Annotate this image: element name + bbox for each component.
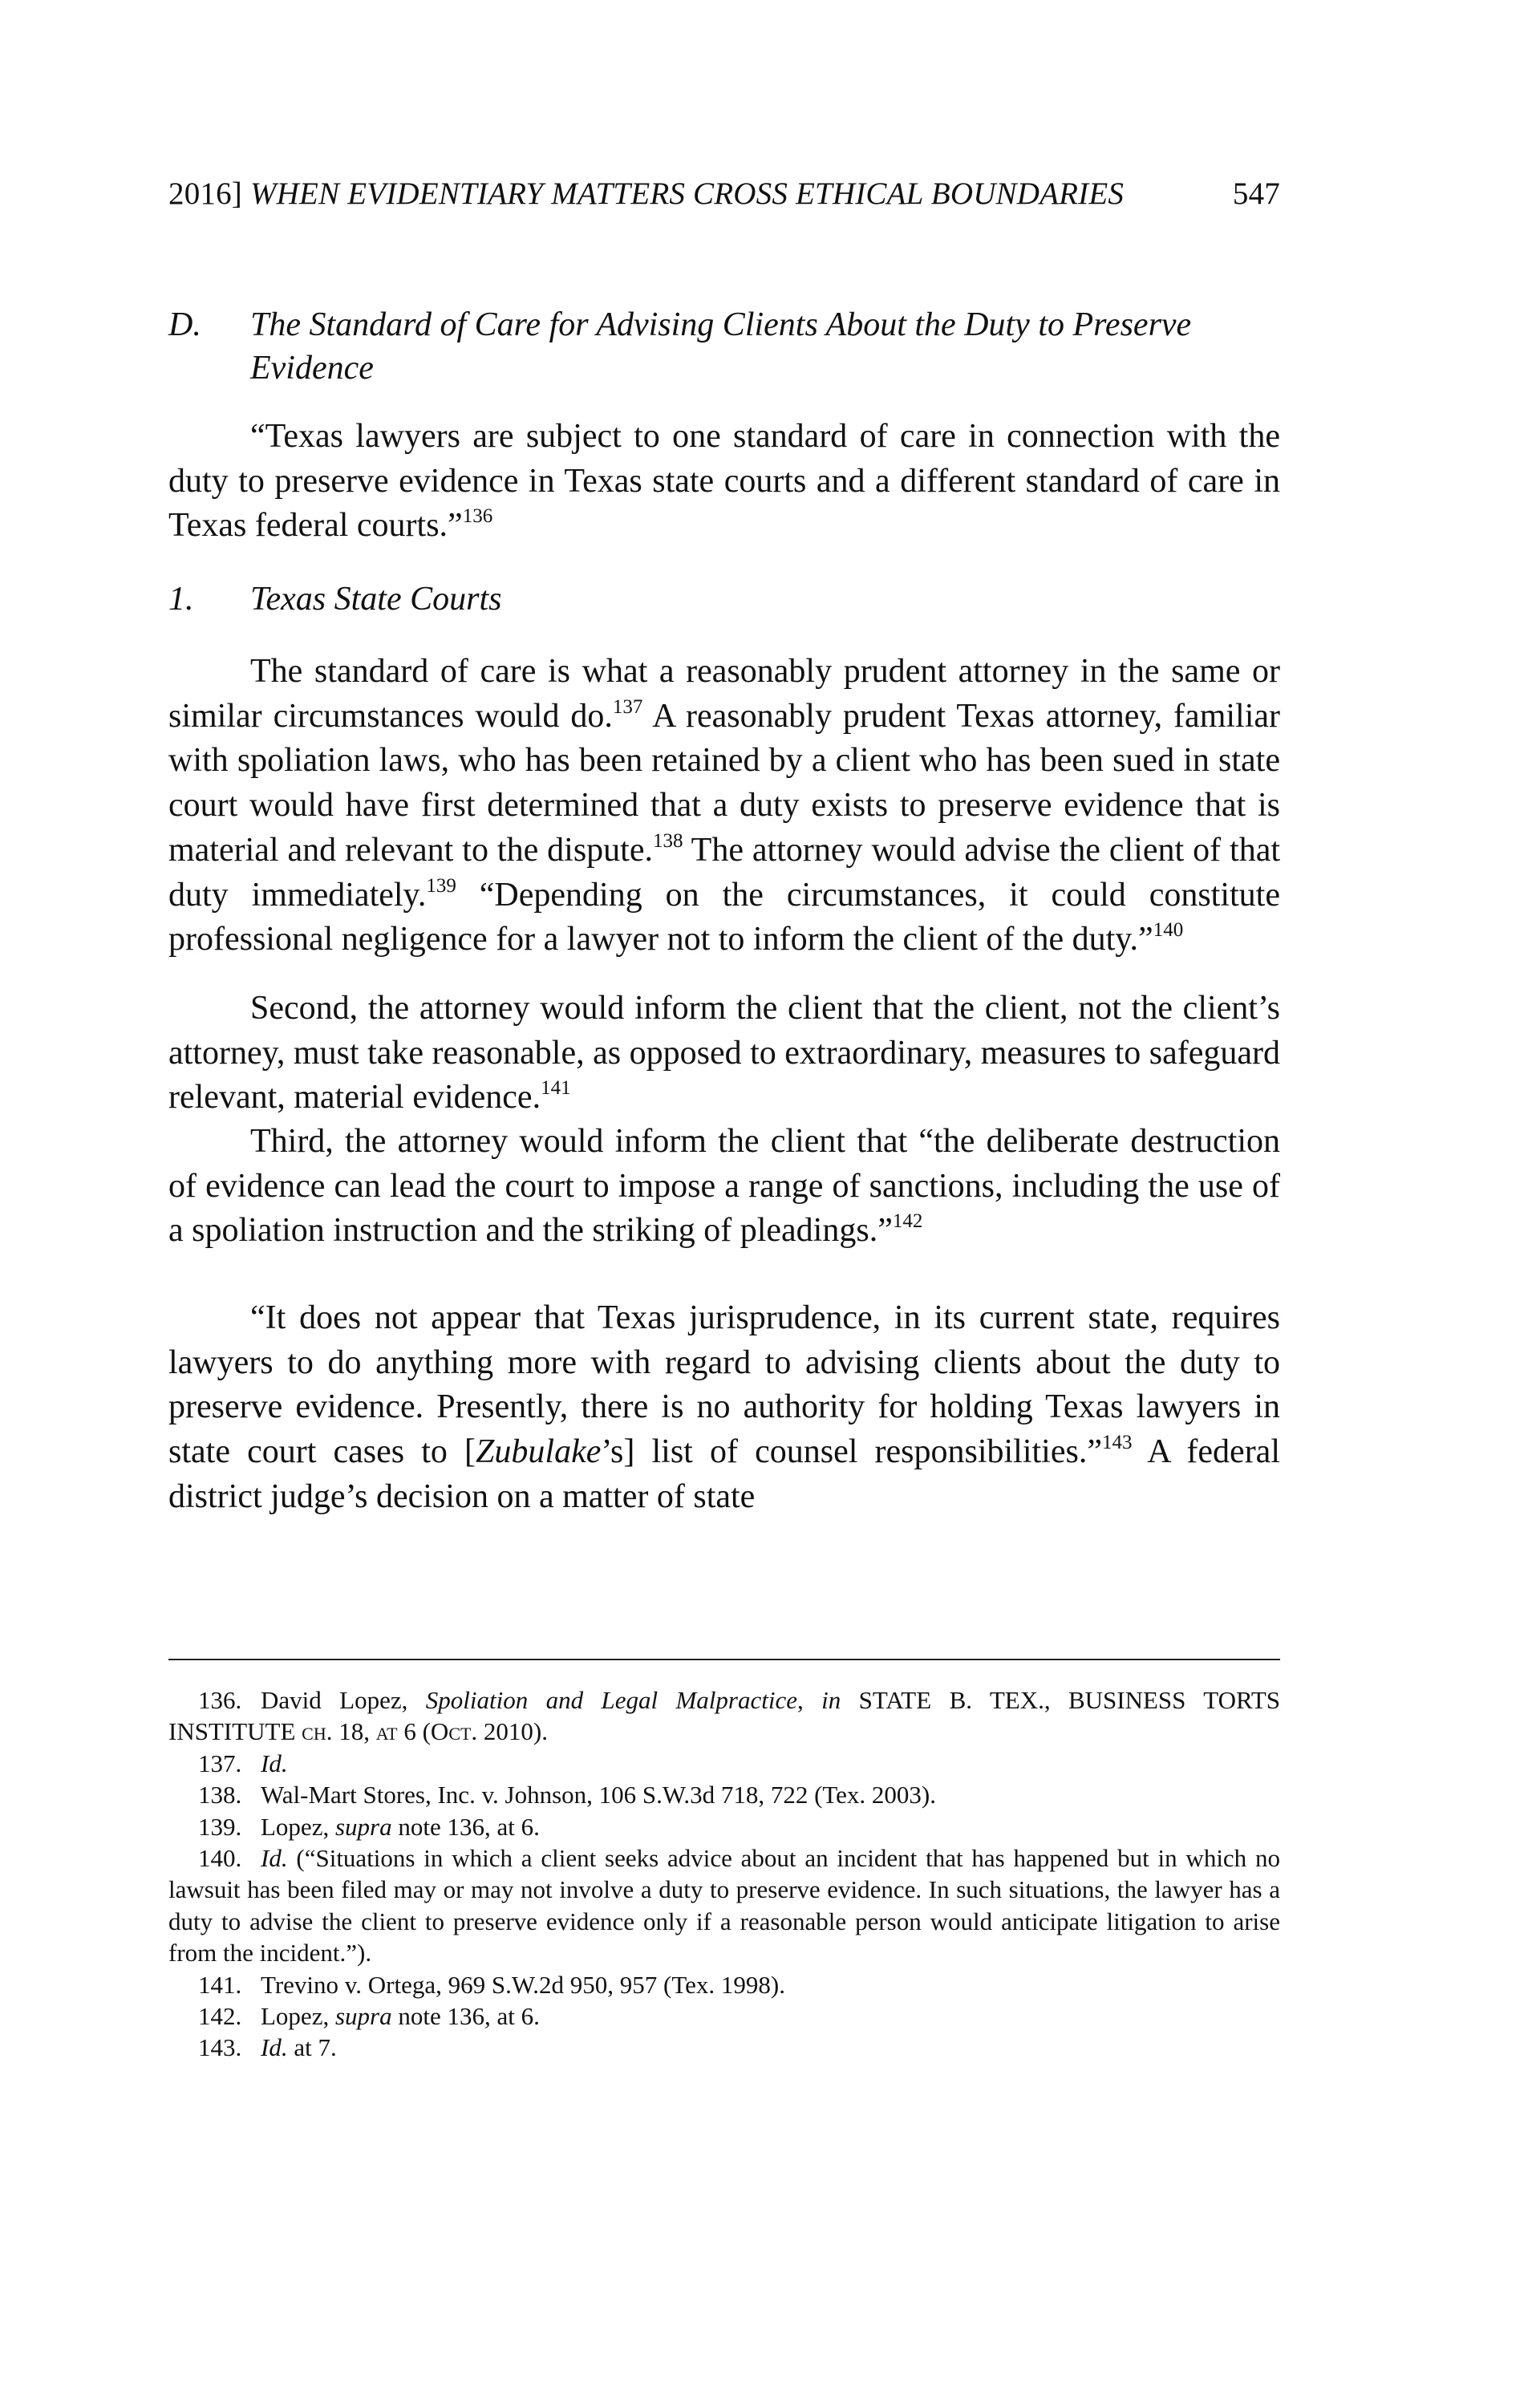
footnote-number: 136.	[198, 1686, 242, 1714]
footnote-137: 137. Id.	[168, 1748, 1280, 1779]
footnote-number: 137.	[198, 1749, 242, 1777]
section-title: The Standard of Care for Advising Clients About the Duty to Preserve Evidence	[250, 306, 1192, 387]
footnote-ref[interactable]: 142	[892, 1210, 923, 1233]
paragraph-text: ’s] list of counsel responsibilities.”	[601, 1433, 1102, 1471]
footnote-136: 136. David Lopez, Spoliation and Legal Malpractice, in STATE B. TEX., BUSINESS TORTS INSTITUTE ch. 18, at 6 (Oct. 2010).	[168, 1686, 1280, 1746]
footnote-ref[interactable]: 139	[426, 874, 456, 897]
footnote-139: 139. Lopez, supra note 136, at 6.	[168, 1811, 1280, 1842]
footnote-ref[interactable]: 140	[1153, 919, 1184, 942]
paragraph-text: A federal district judge’s decision on a matter of state	[168, 1433, 1280, 1515]
paragraph-text: The standard of care is what a reasonably prudent attorney in the same or similar circumstances would do.	[168, 653, 1280, 735]
source-title: Spoliation and Legal Malpractice	[425, 1686, 797, 1714]
footnote-ref[interactable]: 143	[1101, 1432, 1133, 1454]
running-head-year: 2016]	[168, 176, 242, 211]
footnote-ref[interactable]: 137	[612, 695, 643, 718]
footnote-number: 142.	[198, 2002, 242, 2031]
intro-text: “Texas lawyers are subject to one standard of care in connection with the duty to preserve evidence in Texas state courts and a different standard of care in Texas federal courts.”	[168, 418, 1280, 545]
subsection-number: 1.	[168, 581, 194, 618]
footnote-number: 140.	[198, 1844, 242, 1873]
body-paragraph-3	[168, 1120, 1280, 1254]
page-number: 547	[1232, 176, 1280, 211]
body-paragraph-4	[168, 1296, 1280, 1520]
footnote-ref[interactable]: 136	[462, 505, 493, 528]
footnote-138: 138. Wal-Mart Stores, Inc. v. Johnson, 106 S.W.3d 718, 722 (Tex. 2003).	[168, 1779, 1280, 1810]
paragraph-text: “It does not appear that Texas jurisprudence, in its current state, requires lawyers to do anything more with regard to advising clients about the duty to preserve evidence. Presently, there is no authority for holding Texas lawyers in state court cases to [	[168, 1299, 1280, 1471]
body-paragraph-1	[168, 650, 1280, 962]
body-paragraph-2	[168, 987, 1280, 1121]
footnote-141: 141. Trevino v. Ortega, 969 S.W.2d 950, 957 (Tex. 1998).	[168, 1969, 1280, 2000]
paragraph-text: A reasonably prudent Texas attorney, familiar with spoliation laws, who has been retained by a client who has been sued in state court would have first determined that a duty exists to preserve evidence that is material and relevant to the dispute.	[168, 697, 1280, 869]
paragraph-text: Second, the attorney would inform the client that the client, not the client’s attorney, must take reasonable, as opposed to extraordinary, measures to safeguard relevant, material evidence.	[168, 990, 1280, 1116]
subsection-title: Texas State Courts	[250, 581, 502, 618]
footnote-142: 142. Lopez, supra note 136, at 6.	[168, 2000, 1280, 2032]
paragraph-text: The attorney would advise the client of that duty immediately.	[168, 831, 1281, 914]
intro-paragraph	[168, 415, 1280, 549]
paragraph-text: Third, the attorney would inform the client that “the deliberate destruction of evidence can lead the court to impose a range of sanctions, including the use of a spoliation instruction and the striking of pleadings.”	[168, 1123, 1280, 1250]
footnote-143: 143. Id. at 7.	[168, 2032, 1280, 2063]
footnote-number: 143.	[198, 2033, 242, 2062]
section-letter: D.	[168, 306, 201, 343]
footnote-number: 141.	[198, 1970, 242, 1999]
footnote-ref[interactable]: 138	[652, 829, 683, 852]
footnotes	[168, 1684, 1280, 2064]
footnote-number: 138.	[198, 1781, 242, 1809]
running-head	[168, 175, 1280, 213]
footnote-ref[interactable]: 141	[541, 1077, 571, 1100]
footnote-divider	[168, 1659, 1280, 1660]
running-head-title: WHEN EVIDENTIARY MATTERS CROSS ETHICAL BOUNDARIES	[249, 176, 1125, 211]
case-name: Zubulake	[476, 1433, 602, 1471]
footnote-number: 139.	[198, 1812, 242, 1841]
footnote-140: 140. Id. (“Situations in which a client seeks advice about an incident that has happened but in which no lawsuit has been filed may or may not involve a duty to preserve evidence. In such situations, the lawyer has a duty to advise the client to preserve evidence only if a reasonable person would anticipate litigation to arise from the incident.”).	[168, 1844, 1280, 1968]
paragraph-text: “Depending on the circumstances, it could constitute professional negligence for a lawyer not to inform the client of the duty.”	[168, 876, 1280, 958]
